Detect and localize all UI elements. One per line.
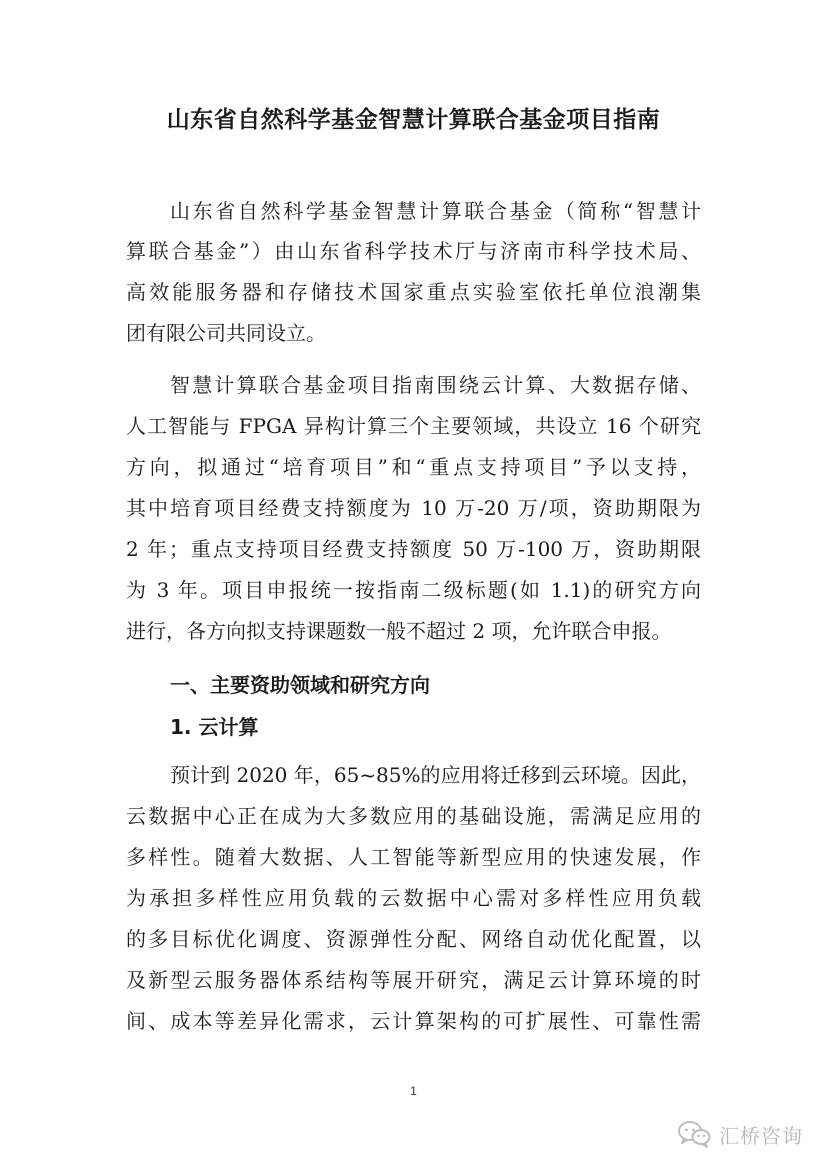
paragraph-line: 算联合基金”）由山东省科学技术厅与济南市科学技术局、 <box>126 239 701 263</box>
paragraph-line: 多样性。随着大数据、人工智能等新型应用的快速发展，作 <box>126 845 701 869</box>
document-title: 山东省自然科学基金智慧计算联合基金项目指南 <box>166 107 661 133</box>
paragraph-line: 为 3 年。项目申报统一按指南二级标题(如 1.1)的研究方向 <box>126 578 701 602</box>
paragraph-line: 方向，拟通过“培育项目”和“重点支持项目”予以支持， <box>126 455 701 479</box>
paragraph-line: 预计到 2020 年，65~85%的应用将迁移到云环境。因此， <box>170 763 701 787</box>
paragraph-line: 高效能服务器和存储技术国家重点实验室依托单位浪潮集 <box>126 280 701 304</box>
watermark-text: 汇桥咨询 <box>719 1123 803 1148</box>
section-heading: 一、主要资助领域和研究方向 <box>170 673 430 697</box>
paragraph-line: 的多目标优化调度、资源弹性分配、网络自动优化配置，以 <box>126 927 701 951</box>
paragraph-line: 智慧计算联合基金项目指南围绕云计算、大数据存储、 <box>170 373 701 397</box>
paragraph-line: 间、成本等差异化需求，云计算架构的可扩展性、可靠性需 <box>126 1009 701 1033</box>
paragraph-line: 为承担多样性应用负载的云数据中心需对多样性应用负载 <box>126 886 701 910</box>
paragraph-line: 人工智能与 FPGA 异构计算三个主要领域，共设立 16 个研究 <box>126 414 701 438</box>
subsection-heading: 1. 云计算 <box>170 715 259 739</box>
paragraph-line: 团有限公司共同设立。 <box>126 321 326 345</box>
paragraph-line: 云数据中心正在成为大多数应用的基础设施，需满足应用的 <box>126 804 701 828</box>
watermark <box>677 1118 803 1150</box>
paragraph-line: 其中培育项目经费支持额度为 10 万-20 万/项，资助期限为 <box>126 496 701 520</box>
paragraph-line: 及新型云服务器体系结构等展开研究，满足云计算环境的时 <box>126 968 701 992</box>
wechat-icon <box>677 1120 711 1148</box>
paragraph-line: 进行，各方向拟支持课题数一般不超过 2 项，允许联合申报。 <box>126 619 672 643</box>
page-number: 1 <box>410 1084 417 1098</box>
paragraph-line: 2 年；重点支持项目经费支持额度 50 万-100 万，资助期限 <box>126 537 701 561</box>
paragraph-line: 山东省自然科学基金智慧计算联合基金（简称“智慧计 <box>170 199 701 223</box>
